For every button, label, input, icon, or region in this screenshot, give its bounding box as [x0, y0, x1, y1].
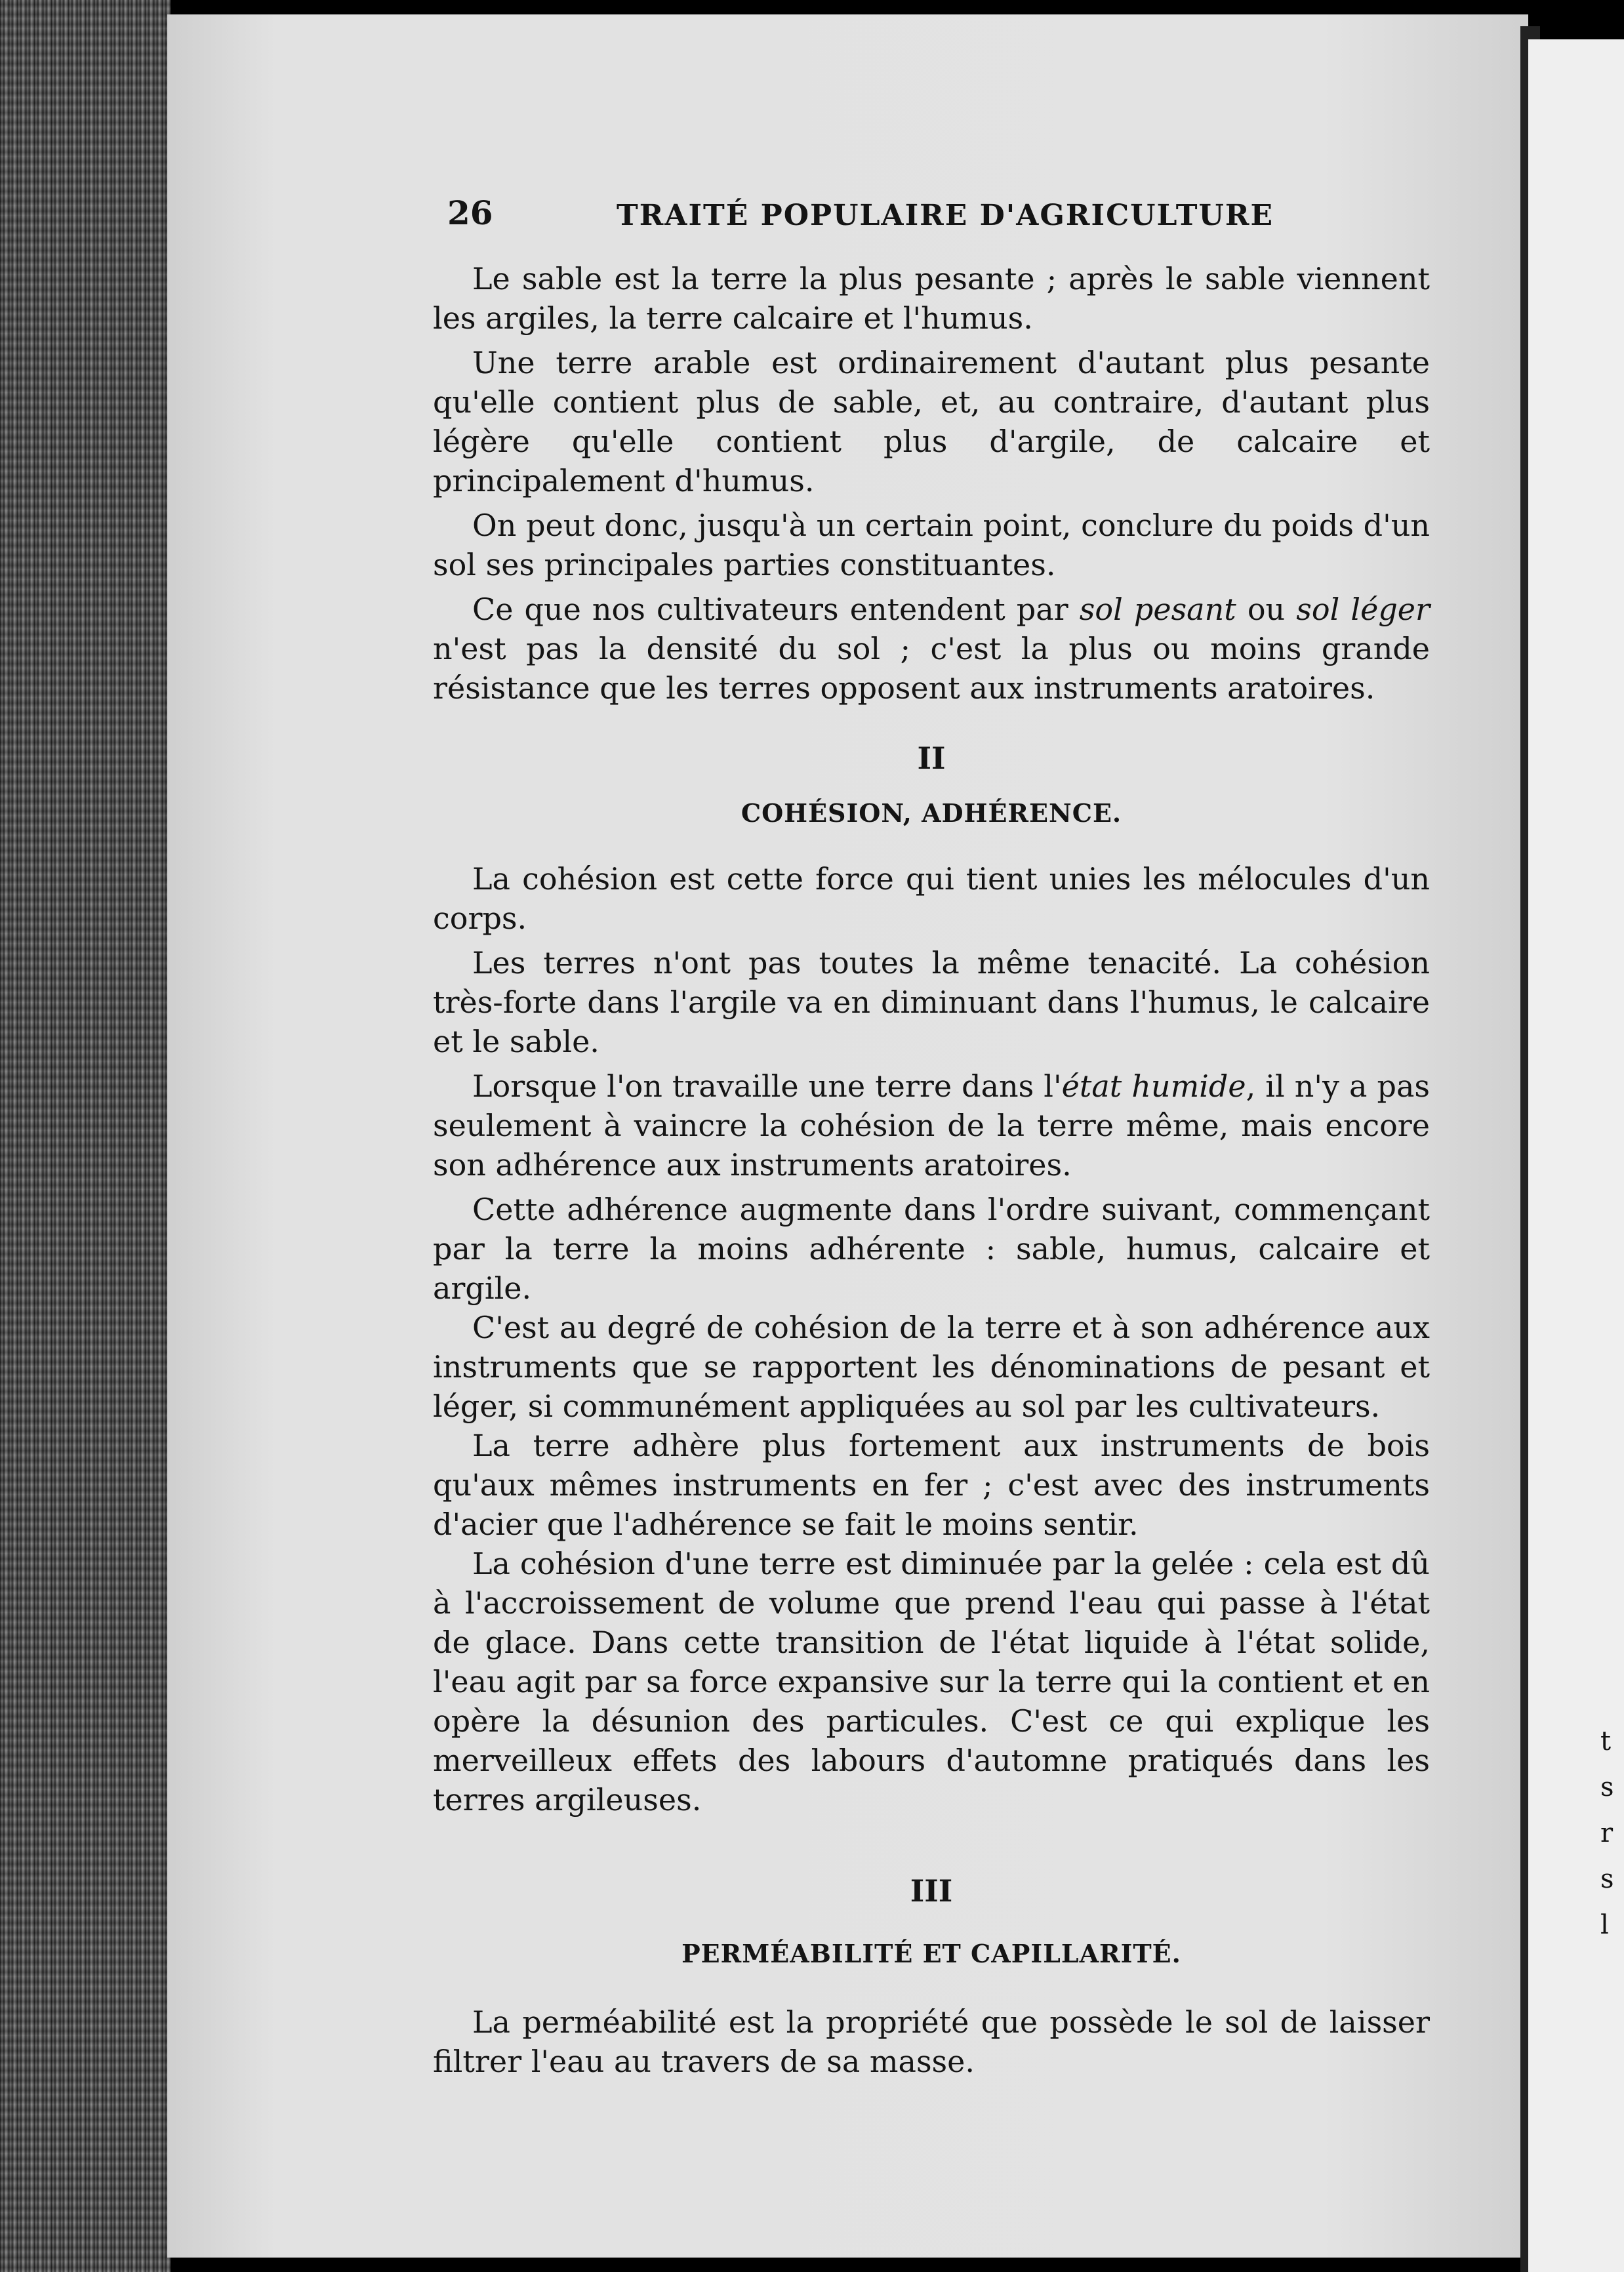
page-header [433, 193, 1430, 259]
binding-texture [0, 0, 171, 2272]
paragraph: La terre adhère plus fortement aux instruments de bois qu'aux mêmes instruments en fer ; c'est avec des instruments d'acier que l'adhérence se fait le moins sentir. [433, 1428, 1430, 1542]
paragraph: La perméabilité est la propriété que possède le sol de laisser filtrer l'eau au travers de sa masse. [433, 2004, 1430, 2079]
section-title: PERMÉABILITÉ ET CAPILLARITÉ. [681, 1939, 1181, 1968]
section-title: COHÉSION, ADHÉRENCE. [741, 798, 1122, 828]
italic-term: sol pesant [1079, 592, 1236, 627]
section-number: II [917, 740, 946, 776]
next-page-letter: t [1600, 1726, 1612, 1756]
paragraph: Cette adhérence augmente dans l'ordre suivant, commençant par la terre la moins adhérente : sable, humus, calcaire et argile. [433, 1192, 1430, 1306]
paragraph: Une terre arable est ordinairement d'autant plus pesante qu'elle contient plus de sable, et, au contraire, d'autant plus légère qu'elle contient plus d'argile, de calcaire et principalement d'humus. [433, 345, 1430, 498]
page-text [433, 193, 1430, 2081]
paragraph: Les terres n'ont pas toutes la même tenacité. La cohésion très-forte dans l'argile va en diminuant dans l'humus, le calcaire et le sable. [433, 945, 1430, 1059]
section-number: III [910, 1873, 953, 1909]
text-span: Lorsque l'on travaille une terre dans l' [472, 1068, 1062, 1104]
paragraph [433, 1066, 1430, 1185]
text-span: n'est pas la densité du sol ; c'est la plus ou moins grande résistance que les terres opposent aux instruments aratoires. [433, 631, 1430, 706]
text-span: , il n'y a pas seulement à vaincre la cohésion de la terre même, mais encore son adhérence aux instruments aratoires. [433, 1068, 1430, 1183]
paragraph: Le sable est la terre la plus pesante ; après le sable viennent les argiles, la terre calcaire et l'humus. [433, 261, 1430, 336]
paragraph: On peut donc, jusqu'à un certain point, conclure du poids d'un sol ses principales parties constituantes. [433, 508, 1430, 582]
next-page-letter: l [1600, 1910, 1609, 1940]
page-number: 26 [447, 193, 493, 232]
italic-term: sol léger [1296, 592, 1430, 627]
paragraph: La cohésion d'une terre est diminuée par la gelée : cela est dû à l'accroissement de volume que prend l'eau qui passe à l'état de glace. Dans cette transition de l'état liquide à l'état solide, l'eau agit par sa force expansive sur la terre qui la contient et en opère la désunion des particules. C'est ce qui explique les merveilleux effets des labours d'automne pratiqués dans les terres argileuses. [433, 1546, 1430, 1817]
running-title: TRAITÉ POPULAIRE D'AGRICULTURE [617, 199, 1274, 232]
next-page-letters [1600, 1718, 1624, 1948]
paragraph: C'est au degré de cohésion de la terre et à son adhérence aux instruments que se rapportent les dénominations de pesant et léger, si communément appliquées au sol par les cultivateurs. [433, 1310, 1430, 1424]
paragraph [433, 590, 1430, 708]
text-span: ou [1236, 592, 1297, 627]
next-page-letter: s [1600, 1864, 1614, 1894]
next-page-letter: r [1600, 1818, 1614, 1848]
paragraph: La cohésion est cette force qui tient unies les mélocules d'un corps. [433, 861, 1430, 936]
text-span: Ce que nos cultivateurs entendent par [472, 592, 1080, 627]
italic-term: état humide [1061, 1068, 1246, 1104]
next-page-letter: s [1600, 1772, 1614, 1802]
